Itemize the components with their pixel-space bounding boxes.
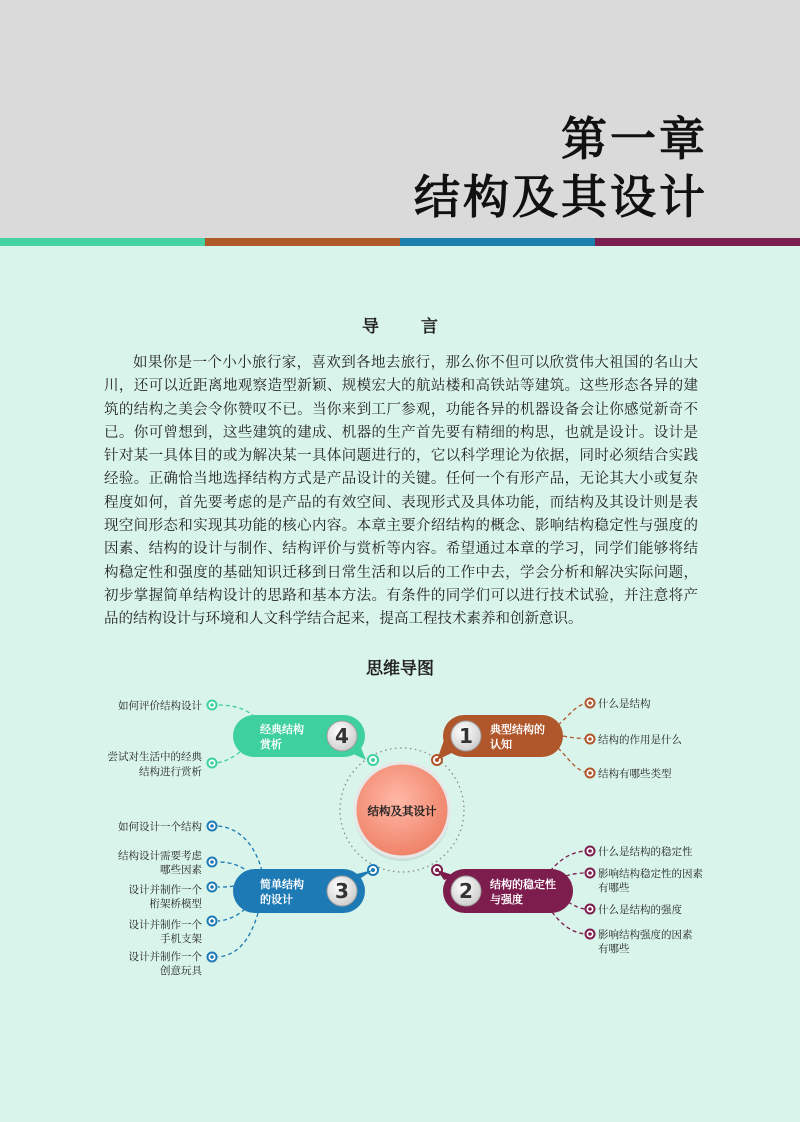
node-3-simple-design — [233, 869, 373, 913]
node-1-number: 1 — [459, 724, 473, 748]
node-3-leaf: 哪些因素 — [160, 864, 202, 876]
node-2-stability-strength — [437, 869, 573, 913]
node-4-number: 4 — [335, 724, 349, 748]
chapter-title: 结构及其设计 — [414, 170, 708, 224]
mindmap-title: 思维导图 — [366, 659, 434, 679]
node-3-leaf: 结构设计需要考虑 — [118, 850, 202, 862]
center-label: 结构及其设计 — [367, 804, 437, 818]
node-2-label-line1: 结构的稳定性 — [490, 878, 556, 891]
color-band-blue — [400, 238, 595, 246]
node-4-classic-appreciation — [233, 715, 366, 760]
node-4-leaf: 如何评价结构设计 — [118, 700, 202, 712]
node-2-leaf: 什么是结构的稳定性 — [598, 846, 693, 858]
orbit-dot-4 — [368, 755, 378, 765]
color-band-purple — [595, 238, 800, 246]
color-band-green — [0, 238, 205, 246]
node-3-leaf: 设计并制作一个 — [128, 884, 202, 896]
node-2-label-line2: 与强度 — [490, 893, 523, 906]
node-3-leaf-dot — [208, 822, 217, 962]
node-1-label-line1: 典型结构的 — [490, 723, 545, 736]
node-2-leaf: 有哪些 — [598, 943, 630, 955]
color-band-brown — [205, 238, 400, 246]
intro-heading: 导 言 — [362, 317, 456, 337]
node-3-leaf: 设计并制作一个 — [128, 951, 202, 963]
node-4-label-line2: 赏析 — [260, 738, 282, 751]
node-4-leaf: 尝试对生活中的经典 — [107, 751, 202, 763]
node-4-leaf: 结构进行赏析 — [139, 766, 202, 778]
node-3-leaf: 如何设计一个结构 — [118, 821, 202, 833]
node-1-label-line2: 认知 — [490, 738, 512, 751]
chapter-number: 第一章 — [561, 112, 708, 166]
node-4-label-line1: 经典结构 — [260, 723, 304, 736]
node-2-leaf: 影响结构强度的因素 — [598, 929, 693, 941]
node-2-leaf: 影响结构稳定性的因素 — [598, 868, 703, 880]
node-1-typical-structures — [437, 715, 563, 760]
node-2-number: 2 — [459, 879, 473, 903]
node-2-leaf-dot — [586, 847, 595, 939]
node-4-leaf-dot — [208, 701, 217, 768]
node-1-leaf-dot — [586, 699, 595, 778]
node-3-leaf: 桁架桥模型 — [149, 898, 202, 910]
intro-paragraph: 如果你是一个小小旅行家，喜欢到各地去旅行，那么你不但可以欣赏伟大祖国的名山大川，还可以近距离地观察造型新颖、规模宏大的航站楼和高铁站等建筑。这些形态各异的建筑的结构之美会令你赞叹不已。当你来到工厂参观，功能各异的机器设备会让你感觉新奇不已。你可曾想到，这些建筑的建成、机器的生产首先要有精细的构思，也就是设计。设计是针对某一具体目的或为解决某一具体问题进行的，它以科学理论为依据，同时必须结合实践经验。正确恰当地选择结构方式是产品设计的关键。任何一个有形产品，无论其大小或复杂程度如何，首先要考虑的是产品的有效空间、表现形式及具体功能，而结构及其设计则是表现空间形态和实现其功能的核心内容。本章主要介绍结构的概念、影响结构稳定性与强度的因素、结构的设计与制作、结构评价与赏析等内容。希望通过本章的学习，同学们能够将结构稳定性和强度的基础知识迁移到日常生活和以后的工作中去，学会分析和解决实际问题，初步掌握简单结构设计的思路和基本方法。有条件的同学们可以进行技术试验，并注意将产品的结构设计与环境和人文科学结合起来，提高工程技术素养和创新意识。 — [104, 355, 698, 628]
node-3-leaf: 创意玩具 — [160, 965, 202, 977]
node-2-leaf: 有哪些 — [598, 882, 630, 894]
node-3-label-line2: 的设计 — [260, 893, 293, 906]
mindmap-diagram — [0, 680, 800, 1000]
node-2-leaf: 什么是结构的强度 — [598, 904, 682, 916]
node-1-leaf: 结构的作用是什么 — [598, 734, 682, 746]
node-3-leaf: 手机支架 — [160, 933, 202, 945]
node-3-label-line1: 简单结构 — [260, 878, 304, 891]
node-3-number: 3 — [335, 879, 349, 903]
node-1-leaf: 结构有哪些类型 — [598, 768, 672, 780]
node-3-leaf: 设计并制作一个 — [128, 919, 202, 931]
node-1-leaf: 什么是结构 — [598, 698, 651, 710]
